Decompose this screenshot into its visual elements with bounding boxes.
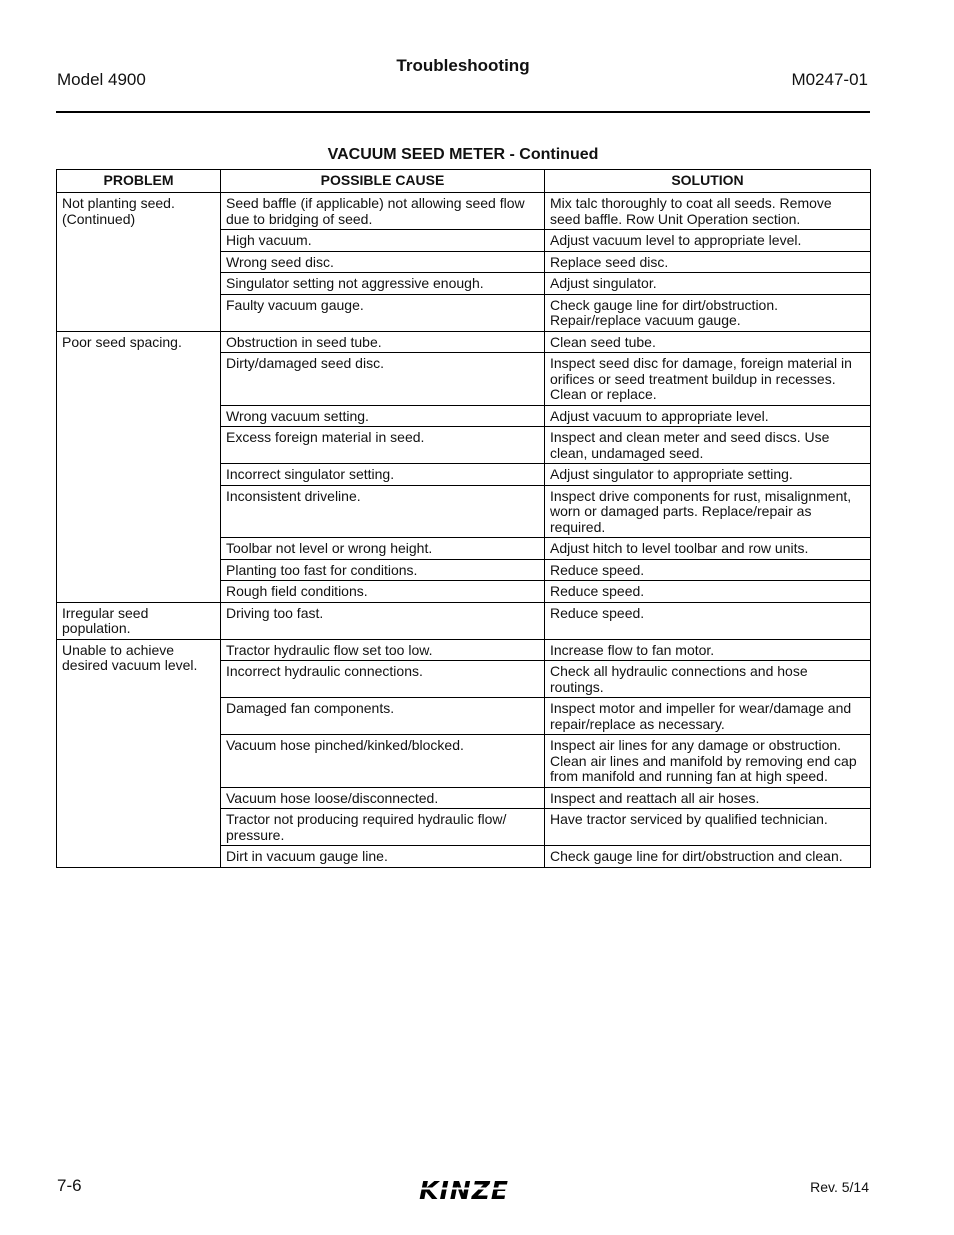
cause-cell: Faulty vacuum gauge. — [221, 294, 545, 331]
cause-cell: Dirt in vacuum gauge line. — [221, 846, 545, 868]
cause-cell: Singulator setting not aggressive enough. — [221, 273, 545, 295]
cause-cell: Incorrect singulator setting. — [221, 464, 545, 486]
cause-cell: Toolbar not level or wrong height. — [221, 538, 545, 560]
cause-cell: Tractor not producing required hydraulic flow/ pressure. — [221, 809, 545, 846]
solution-cell: Reduce speed. — [545, 602, 871, 639]
header-doc-number: M0247-01 — [791, 70, 868, 89]
table-row — [57, 602, 871, 639]
problem-cell: Unable to achieve desired vacuum level. — [57, 639, 221, 867]
solution-cell: Have tractor serviced by qualified technician. — [545, 809, 871, 846]
solution-cell: Check all hydraulic connections and hose routings. — [545, 661, 871, 698]
cause-cell: Dirty/damaged seed disc. — [221, 353, 545, 406]
solution-cell: Adjust singulator. — [545, 273, 871, 295]
cause-cell: Obstruction in seed tube. — [221, 331, 545, 353]
solution-cell: Replace seed disc. — [545, 251, 871, 273]
kinze-logo-text: KINZE — [419, 1177, 509, 1203]
table-row — [57, 331, 871, 353]
cause-cell: Rough field conditions. — [221, 581, 545, 603]
header-section-title: Troubleshooting — [396, 56, 530, 75]
column-header-cause: POSSIBLE CAUSE — [221, 170, 545, 193]
solution-cell: Check gauge line for dirt/obstruction and clean. — [545, 846, 871, 868]
cause-cell: Seed baffle (if applicable) not allowing seed flow due to bridging of seed. — [221, 193, 545, 230]
table-row — [57, 639, 871, 661]
problem-cell: Not planting seed. (Continued) — [57, 193, 221, 332]
table-header-row — [57, 170, 871, 193]
solution-cell: Inspect drive components for rust, misalignment, worn or damaged parts. Replace/repair as required. — [545, 485, 871, 538]
table-body — [57, 193, 871, 868]
cause-cell: Incorrect hydraulic connections. — [221, 661, 545, 698]
table-title: VACUUM SEED METER - Continued — [327, 146, 599, 163]
cause-cell: Inconsistent driveline. — [221, 485, 545, 538]
problem-cell: Irregular seed population. — [57, 602, 221, 639]
solution-cell: Reduce speed. — [545, 581, 871, 603]
solution-cell: Mix talc thoroughly to coat all seeds. Remove seed baffle. Row Unit Operation section. — [545, 193, 871, 230]
problem-cell: Poor seed spacing. — [57, 331, 221, 602]
solution-cell: Increase flow to fan motor. — [545, 639, 871, 661]
cause-cell: Damaged fan components. — [221, 698, 545, 735]
solution-cell: Adjust singulator to appropriate setting. — [545, 464, 871, 486]
column-header-problem: PROBLEM — [57, 170, 221, 193]
troubleshooting-table — [56, 169, 871, 868]
cause-cell: High vacuum. — [221, 230, 545, 252]
cause-cell: Wrong vacuum setting. — [221, 405, 545, 427]
cause-cell: Driving too fast. — [221, 602, 545, 639]
cause-cell: Wrong seed disc. — [221, 251, 545, 273]
solution-cell: Clean seed tube. — [545, 331, 871, 353]
cause-cell: Planting too fast for conditions. — [221, 559, 545, 581]
solution-cell: Inspect and reattach all air hoses. — [545, 787, 871, 809]
cause-cell: Excess foreign material in seed. — [221, 427, 545, 464]
cause-cell: Tractor hydraulic flow set too low. — [221, 639, 545, 661]
table-row — [57, 193, 871, 230]
solution-cell: Check gauge line for dirt/obstruction. Repair/replace vacuum gauge. — [545, 294, 871, 331]
cause-cell: Vacuum hose loose/disconnected. — [221, 787, 545, 809]
kinze-logo — [404, 1177, 524, 1203]
solution-cell: Adjust vacuum level to appropriate level. — [545, 230, 871, 252]
revision-date: Rev. 5/14 — [810, 1179, 869, 1195]
solution-cell: Inspect seed disc for damage, foreign material in orifices or seed treatment buildup in recesses. Clean or replace. — [545, 353, 871, 406]
solution-cell: Adjust hitch to level toolbar and row units. — [545, 538, 871, 560]
solution-cell: Inspect air lines for any damage or obstruction. Clean air lines and manifold by removing end cap from manifold and running fan at high speed. — [545, 735, 871, 788]
cause-cell: Vacuum hose pinched/kinked/blocked. — [221, 735, 545, 788]
solution-cell: Reduce speed. — [545, 559, 871, 581]
solution-cell: Adjust vacuum to appropriate level. — [545, 405, 871, 427]
header-rule — [56, 111, 870, 113]
solution-cell: Inspect and clean meter and seed discs. Use clean, undamaged seed. — [545, 427, 871, 464]
solution-cell: Inspect motor and impeller for wear/damage and repair/replace as necessary. — [545, 698, 871, 735]
column-header-solution: SOLUTION — [545, 170, 871, 193]
header-model: Model 4900 — [57, 70, 146, 89]
page-number: 7-6 — [57, 1176, 82, 1195]
